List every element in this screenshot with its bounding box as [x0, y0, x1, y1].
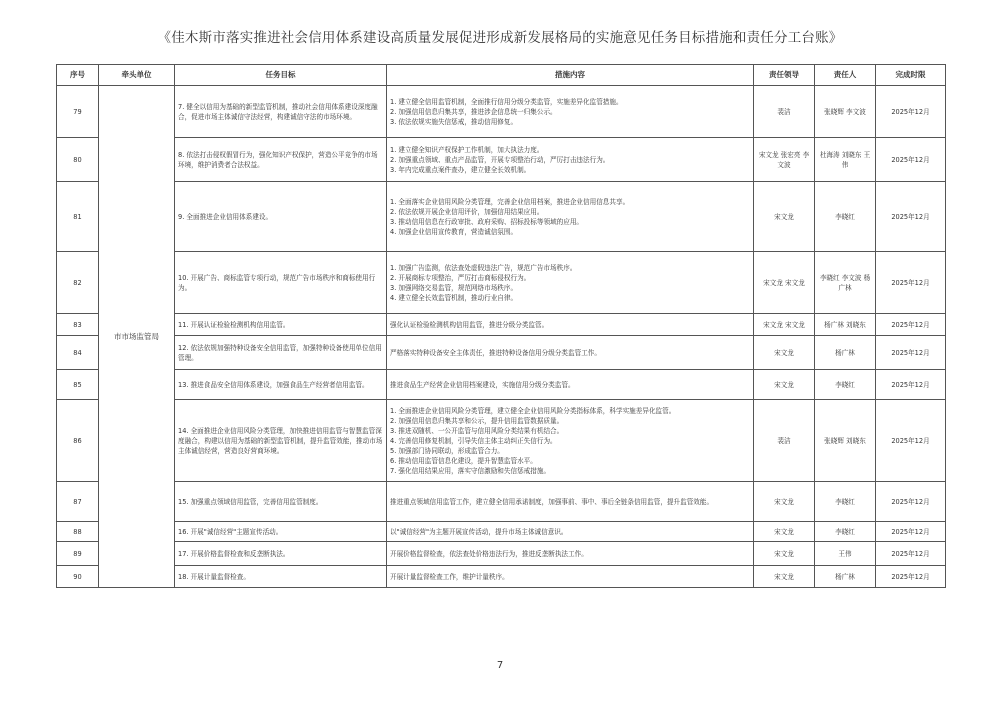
- measures-content: [387, 182, 754, 252]
- row-number: 89: [57, 542, 99, 566]
- measure-line: 7. 强化信用结果应用，落实守信激励和失信惩戒措施。: [390, 466, 551, 475]
- deadline: 2025年12月: [876, 482, 946, 522]
- table-row: [57, 482, 946, 522]
- measures-content: [387, 522, 754, 542]
- header-goal: 任务目标: [175, 65, 387, 86]
- responsible-person: 李晓红: [815, 182, 876, 252]
- deadline: 2025年12月: [876, 336, 946, 370]
- row-number: 80: [57, 138, 99, 182]
- measure-line: 开展价格监督检查，依法查处价格违法行为，推进反垄断执法工作。: [390, 549, 588, 558]
- measures-content: [387, 336, 754, 370]
- row-number: 86: [57, 400, 99, 482]
- responsible-leader: 宋文龙: [754, 522, 815, 542]
- responsible-person: 李晓红: [815, 522, 876, 542]
- task-goal: 18. 开展计量监督检查。: [175, 566, 387, 588]
- task-goal: 16. 开展"诚信经营"主题宣传活动。: [175, 522, 387, 542]
- responsible-leader: 宋文龙: [754, 182, 815, 252]
- task-goal: 8. 依法打击侵权假冒行为，强化知识产权保护，营造公平竞争的市场环境，维护消费者合法权益。: [175, 138, 387, 182]
- measures-content: [387, 400, 754, 482]
- measure-line: 1. 建立健全知识产权保护工作机制，加大执法力度。: [390, 145, 544, 154]
- responsible-person: 李晓红: [815, 482, 876, 522]
- responsible-leader: 宋文龙 宋文龙: [754, 252, 815, 314]
- measure-line: 2. 加强信用信息归集共享和公示，提升信用监管数据质量。: [390, 416, 564, 425]
- row-number: 85: [57, 370, 99, 400]
- header-lead-unit: 牵头单位: [99, 65, 175, 86]
- measures-content: [387, 86, 754, 138]
- measure-line: 4. 建立健全长效监管机制，推动行业自律。: [390, 293, 518, 302]
- row-number: 90: [57, 566, 99, 588]
- measure-line: 6. 推动信用监管信息化建设，提升智慧监管水平。: [390, 456, 537, 465]
- table-row: [57, 336, 946, 370]
- table-row: [57, 86, 946, 138]
- measure-line: 2. 加强重点领域、重点产品监管，开展专项整治行动，严厉打击违法行为。: [390, 155, 610, 164]
- responsible-person: 杨广林: [815, 336, 876, 370]
- table-row: [57, 566, 946, 588]
- deadline: 2025年12月: [876, 566, 946, 588]
- table-header-row: [57, 65, 946, 86]
- row-number: 82: [57, 252, 99, 314]
- measure-line: 2. 开展商标专项整治，严厉打击商标侵权行为。: [390, 273, 531, 282]
- table-row: [57, 182, 946, 252]
- table-row: [57, 542, 946, 566]
- deadline: 2025年12月: [876, 400, 946, 482]
- row-number: 84: [57, 336, 99, 370]
- measure-line: 3. 推动信用信息在行政审批、政府采购、招标投标等领域的应用。: [390, 217, 584, 226]
- row-number: 83: [57, 314, 99, 336]
- measure-line: 3. 加强网络交易监管，规范网络市场秩序。: [390, 283, 518, 292]
- task-goal: 9. 全面推进企业信用体系建设。: [175, 182, 387, 252]
- measures-content: [387, 314, 754, 336]
- responsible-leader: 宋文龙: [754, 542, 815, 566]
- measure-line: 强化认证检验检测机构信用监管，推进分级分类监管。: [390, 320, 549, 329]
- measure-line: 5. 加强部门协同联动，形成监管合力。: [390, 446, 504, 455]
- measures-content: [387, 252, 754, 314]
- measure-line: 3. 年内完成重点案件查办，建立健全长效机制。: [390, 165, 531, 174]
- task-goal: 15. 加强重点领域信用监管，完善信用监管制度。: [175, 482, 387, 522]
- responsible-person: 王伟: [815, 542, 876, 566]
- responsible-person: 杨广林: [815, 566, 876, 588]
- deadline: 2025年12月: [876, 522, 946, 542]
- document-title: 《佳木斯市落实推进社会信用体系建设高质量发展促进形成新发展格局的实施意见任务目标措施和责任分工台账》: [157, 30, 843, 46]
- measures-content: [387, 370, 754, 400]
- measures-content: [387, 482, 754, 522]
- measure-line: 推进重点领域信用监管工作，建立健全信用承诺制度，加强事前、事中、事后全链条信用监管，提升监管效能。: [390, 497, 714, 506]
- row-number: 81: [57, 182, 99, 252]
- responsible-person: 张晓辉 李文波: [815, 86, 876, 138]
- responsible-person: 杜海涛 刘晓东 王伟: [815, 138, 876, 182]
- row-number: 79: [57, 86, 99, 138]
- measure-line: 1. 全面落实企业信用风险分类管理，完善企业信用档案，推进企业信用信息共享。: [390, 197, 630, 206]
- measure-line: 严格落实特种设备安全主体责任，推进特种设备信用分级分类监管工作。: [390, 348, 601, 357]
- deadline: 2025年12月: [876, 252, 946, 314]
- task-goal: 10. 开展广告、商标监管专项行动，规范广告市场秩序和商标使用行为。: [175, 252, 387, 314]
- lead-unit: 市市场监管局: [99, 86, 175, 588]
- table-row: [57, 314, 946, 336]
- task-goal: 14. 全面推进企业信用风险分类管理，加快推进信用监管与智慧监管深度融合，构建以信用为基础的新型监管机制，提升监管效能，推动市场主体诚信经营，营造良好营商环境。: [175, 400, 387, 482]
- measure-line: 3. 推进双随机、一公开监管与信用风险分类结果有机结合。: [390, 426, 564, 435]
- responsible-leader: 宋文龙: [754, 566, 815, 588]
- page-number: 7: [496, 660, 504, 671]
- table-row: [57, 370, 946, 400]
- responsible-person: 李晓红 李文波 杨广林: [815, 252, 876, 314]
- measure-line: 开展计量监督检查工作，维护计量秩序。: [390, 572, 509, 581]
- measure-line: 2. 加强信用信息归集共享，推进涉企信息统一归集公示。: [390, 107, 557, 116]
- row-number: 88: [57, 522, 99, 542]
- header-person: 责任人: [815, 65, 876, 86]
- header-leader: 责任领导: [754, 65, 815, 86]
- table-row: [57, 400, 946, 482]
- row-number: 87: [57, 482, 99, 522]
- measure-line: 推进食品生产经营企业信用档案建设，实施信用分级分类监管。: [390, 380, 575, 389]
- measure-line: 3. 依法依规实施失信惩戒，推动信用修复。: [390, 117, 518, 126]
- deadline: 2025年12月: [876, 86, 946, 138]
- deadline: 2025年12月: [876, 138, 946, 182]
- task-goal: 11. 开展认证检验检测机构信用监管。: [175, 314, 387, 336]
- measure-line: 2. 依法依规开展企业信用评价，加强信用结果应用。: [390, 207, 544, 216]
- measures-content: [387, 566, 754, 588]
- table-row: [57, 138, 946, 182]
- responsible-leader: 宋文龙 宋文龙: [754, 314, 815, 336]
- deadline: 2025年12月: [876, 182, 946, 252]
- responsible-leader: 裴洁: [754, 86, 815, 138]
- table-row: [57, 522, 946, 542]
- measure-line: 4. 加强企业信用宣传教育，营造诚信氛围。: [390, 227, 518, 236]
- task-goal: 17. 开展价格监督检查和反垄断执法。: [175, 542, 387, 566]
- measure-line: 1. 全面推进企业信用风险分类管理，建立健全企业信用风险分类指标体系，科学实施差异化监管。: [390, 406, 676, 415]
- deadline: 2025年12月: [876, 370, 946, 400]
- responsible-leader: 裴洁: [754, 400, 815, 482]
- task-goal: 13. 推进食品安全信用体系建设，加强食品生产经营者信用监管。: [175, 370, 387, 400]
- header-measures: 措施内容: [387, 65, 754, 86]
- task-table: [56, 64, 946, 588]
- measure-line: 4. 完善信用修复机制，引导失信主体主动纠正失信行为。: [390, 436, 557, 445]
- measure-line: 以"诚信经营"为主题开展宣传活动，提升市场主体诚信意识。: [390, 527, 568, 536]
- responsible-person: 张晓辉 刘晓东: [815, 400, 876, 482]
- task-goal: 7. 健全以信用为基础的新型监管机制，推动社会信用体系建设深度融合，促进市场主体诚信守法经营，构建诚信守法的市场环境。: [175, 86, 387, 138]
- measure-line: 1. 建立健全信用监管机制，全面推行信用分级分类监管，实施差异化监管措施。: [390, 97, 623, 106]
- measures-content: [387, 542, 754, 566]
- responsible-leader: 宋文龙: [754, 482, 815, 522]
- responsible-leader: 宋文龙: [754, 370, 815, 400]
- responsible-leader: 宋文龙: [754, 336, 815, 370]
- task-goal: 12. 依法依规加强特种设备安全信用监管，加强特种设备使用单位信用管理。: [175, 336, 387, 370]
- responsible-person: 杨广林 刘晓东: [815, 314, 876, 336]
- table-row: [57, 252, 946, 314]
- responsible-leader: 宋文龙 张宏亮 李文波: [754, 138, 815, 182]
- measure-line: 1. 加强广告监测，依法查处虚假违法广告，规范广告市场秩序。: [390, 263, 577, 272]
- deadline: 2025年12月: [876, 314, 946, 336]
- deadline: 2025年12月: [876, 542, 946, 566]
- header-deadline: 完成时限: [876, 65, 946, 86]
- header-no: 序号: [57, 65, 99, 86]
- measures-content: [387, 138, 754, 182]
- responsible-person: 李晓红: [815, 370, 876, 400]
